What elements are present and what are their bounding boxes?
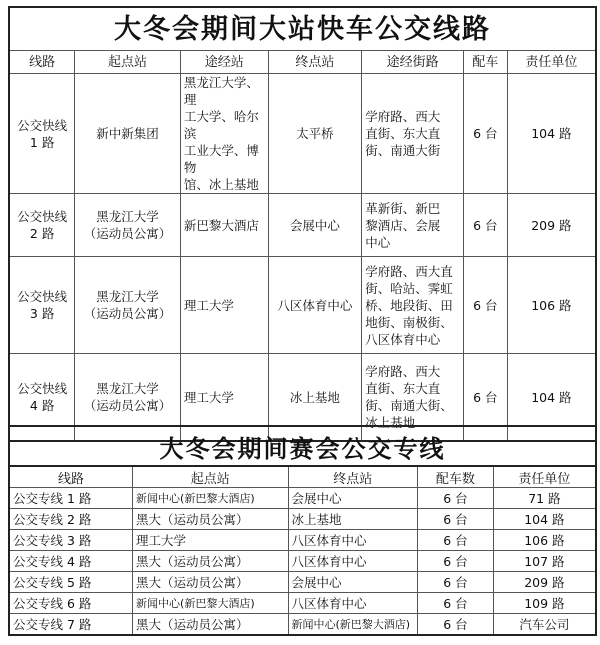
- table-row: [9, 509, 596, 530]
- cell-unit: 106 路: [493, 530, 596, 551]
- express-table-title: 大冬会期间大站快车公交线路: [9, 7, 596, 51]
- cell-line: 公交专线 3 路: [9, 530, 133, 551]
- cell-text-line: 3 路: [29, 306, 55, 321]
- cell-end: 八区体育中心: [288, 530, 418, 551]
- cell-unit: 109 路: [493, 593, 596, 614]
- table-row: [9, 488, 596, 509]
- table-row: [9, 551, 596, 572]
- cell-text-line: 黎酒店、会展: [365, 217, 441, 233]
- cell-text-line: 太平桥: [296, 126, 334, 141]
- table-row: [9, 614, 596, 636]
- cell-cars: 6 台: [418, 572, 494, 593]
- cell-cars: 6 台: [463, 74, 507, 194]
- cell-start: 新闻中心(新巴黎大酒店): [133, 488, 288, 509]
- cell-text-line: 2 路: [29, 226, 55, 241]
- cell-cars: 6 台: [418, 593, 494, 614]
- cell-line: [9, 74, 75, 194]
- cell-text-line: 工业大学、博物: [183, 143, 259, 175]
- cell-text-line: 街、南通大街: [365, 143, 441, 158]
- cell-text-line: 公交快线: [17, 289, 68, 304]
- cell-start: [75, 194, 181, 257]
- cell-end: 会展中心: [288, 488, 418, 509]
- cell-text-line: 新中新集团: [96, 126, 159, 141]
- cell-cars: 6 台: [418, 509, 494, 530]
- cell-text-line: （运动员公寓）: [83, 398, 172, 413]
- cell-start: 理工大学: [133, 530, 288, 551]
- cell-text-line: 黑龙江大学: [96, 289, 159, 304]
- cell-text-line: 理工大学: [183, 297, 234, 313]
- header-line: 线路: [9, 466, 133, 488]
- cell-text-line: 公交快线: [17, 209, 68, 224]
- cell-streets: [362, 194, 464, 257]
- cell-text-line: 冰上基地: [289, 389, 340, 405]
- header-streets: 途经街路: [362, 51, 464, 74]
- cell-text-line: 学府路、西大: [365, 364, 441, 379]
- cell-unit: 209 路: [507, 194, 596, 257]
- cell-via: [180, 257, 268, 354]
- cell-text-line: 街、南通大街、: [365, 398, 453, 413]
- cell-cars: 6 台: [418, 614, 494, 636]
- cell-text-line: 学府路、西大: [365, 109, 441, 124]
- cell-end: [268, 74, 362, 194]
- cell-start: 黑大（运动员公寓）: [133, 572, 288, 593]
- cell-text-line: 4 路: [29, 398, 55, 413]
- cell-start: [75, 74, 181, 194]
- header-end: 终点站: [268, 51, 362, 74]
- cell-end: [268, 257, 362, 354]
- cell-streets: [362, 257, 464, 354]
- cell-line: 公交专线 7 路: [9, 614, 133, 636]
- header-line: 线路: [9, 51, 75, 74]
- cell-text-line: 街、哈站、霁虹: [365, 280, 453, 296]
- table-row: [9, 74, 596, 194]
- cell-line: 公交专线 5 路: [9, 572, 133, 593]
- cell-text-line: （运动员公寓）: [83, 306, 172, 321]
- cell-start: 黑大（运动员公寓）: [133, 614, 288, 636]
- special-bus-table: [8, 425, 597, 636]
- cell-line: 公交专线 1 路: [9, 488, 133, 509]
- cell-via: [180, 74, 268, 194]
- cell-text-line: 桥、地段街、田: [365, 297, 453, 313]
- header-start: 起点站: [75, 51, 181, 74]
- table-row: [9, 194, 596, 257]
- cell-text-line: 八区体育中心: [365, 331, 441, 347]
- cell-text-line: 黑龙江大学、理: [183, 75, 259, 107]
- cell-cars: 6 台: [418, 488, 494, 509]
- cell-cars: 6 台: [463, 257, 507, 354]
- cell-text-line: 新巴黎大酒店: [183, 217, 259, 233]
- cell-text-line: 直街、东大直: [365, 126, 441, 141]
- cell-cars: 6 台: [418, 530, 494, 551]
- cell-text-line: 公交快线: [17, 117, 68, 133]
- cell-text-line: 学府路、西大直: [365, 263, 453, 279]
- header-via: 途经站: [180, 51, 268, 74]
- header-cars: 配车数: [418, 466, 494, 488]
- cell-end: 八区体育中心: [288, 551, 418, 572]
- cell-text-line: 公交快线: [17, 381, 68, 396]
- cell-end: 八区体育中心: [288, 593, 418, 614]
- cell-streets: [362, 74, 464, 194]
- cell-end: [268, 194, 362, 257]
- special-table-title: 大冬会期间赛会公交专线: [9, 426, 596, 466]
- cell-via: [180, 194, 268, 257]
- cell-text-line: 1 路: [29, 134, 55, 150]
- cell-unit: 71 路: [493, 488, 596, 509]
- cell-start: [75, 257, 181, 354]
- table-row: [9, 257, 596, 354]
- cell-text-line: 理工大学: [183, 389, 234, 405]
- cell-text-line: 直街、东大直: [365, 381, 441, 396]
- cell-unit: 106 路: [507, 257, 596, 354]
- cell-start: 黑大（运动员公寓）: [133, 509, 288, 530]
- cell-cars: 6 台: [418, 551, 494, 572]
- express-bus-table: [8, 6, 597, 442]
- cell-cars: 6 台: [463, 354, 507, 442]
- header-unit: 责任单位: [507, 51, 596, 74]
- cell-end: 会展中心: [288, 572, 418, 593]
- header-start: 起点站: [133, 466, 288, 488]
- cell-unit: 104 路: [493, 509, 596, 530]
- cell-text-line: 地街、南极街、: [365, 314, 453, 330]
- table-row: [9, 593, 596, 614]
- cell-start: 黑大（运动员公寓）: [133, 551, 288, 572]
- cell-text-line: 黑龙江大学: [96, 209, 159, 224]
- table-row: [9, 572, 596, 593]
- cell-start: 新闻中心(新巴黎大酒店): [133, 593, 288, 614]
- cell-cars: 6 台: [463, 194, 507, 257]
- cell-unit: 107 路: [493, 551, 596, 572]
- cell-text-line: 工大学、哈尔滨: [183, 109, 259, 141]
- cell-text-line: 八区体育中心: [277, 297, 353, 313]
- header-end: 终点站: [288, 466, 418, 488]
- table-row: [9, 530, 596, 551]
- header-unit: 责任单位: [493, 466, 596, 488]
- cell-text-line: （运动员公寓）: [83, 226, 172, 241]
- cell-line: [9, 257, 75, 354]
- special-header-row: [9, 466, 596, 488]
- cell-text-line: 馆、冰上基地: [183, 177, 259, 192]
- cell-text-line: 中心: [365, 234, 391, 250]
- cell-text-line: 会展中心: [289, 217, 340, 233]
- cell-line: 公交专线 4 路: [9, 551, 133, 572]
- cell-unit: 104 路: [507, 74, 596, 194]
- header-cars: 配车: [463, 51, 507, 74]
- cell-line: 公交专线 2 路: [9, 509, 133, 530]
- cell-text-line: 革新街、新巴: [365, 200, 441, 216]
- cell-text-line: 冰上基地: [365, 415, 416, 430]
- cell-unit: 209 路: [493, 572, 596, 593]
- cell-text-line: 黑龙江大学: [96, 381, 159, 396]
- cell-end: 新闻中心(新巴黎大酒店): [288, 614, 418, 636]
- cell-end: 冰上基地: [288, 509, 418, 530]
- cell-line: 公交专线 6 路: [9, 593, 133, 614]
- cell-unit: 汽车公司: [493, 614, 596, 636]
- cell-line: [9, 194, 75, 257]
- express-header-row: [9, 51, 596, 74]
- cell-unit: 104 路: [507, 354, 596, 442]
